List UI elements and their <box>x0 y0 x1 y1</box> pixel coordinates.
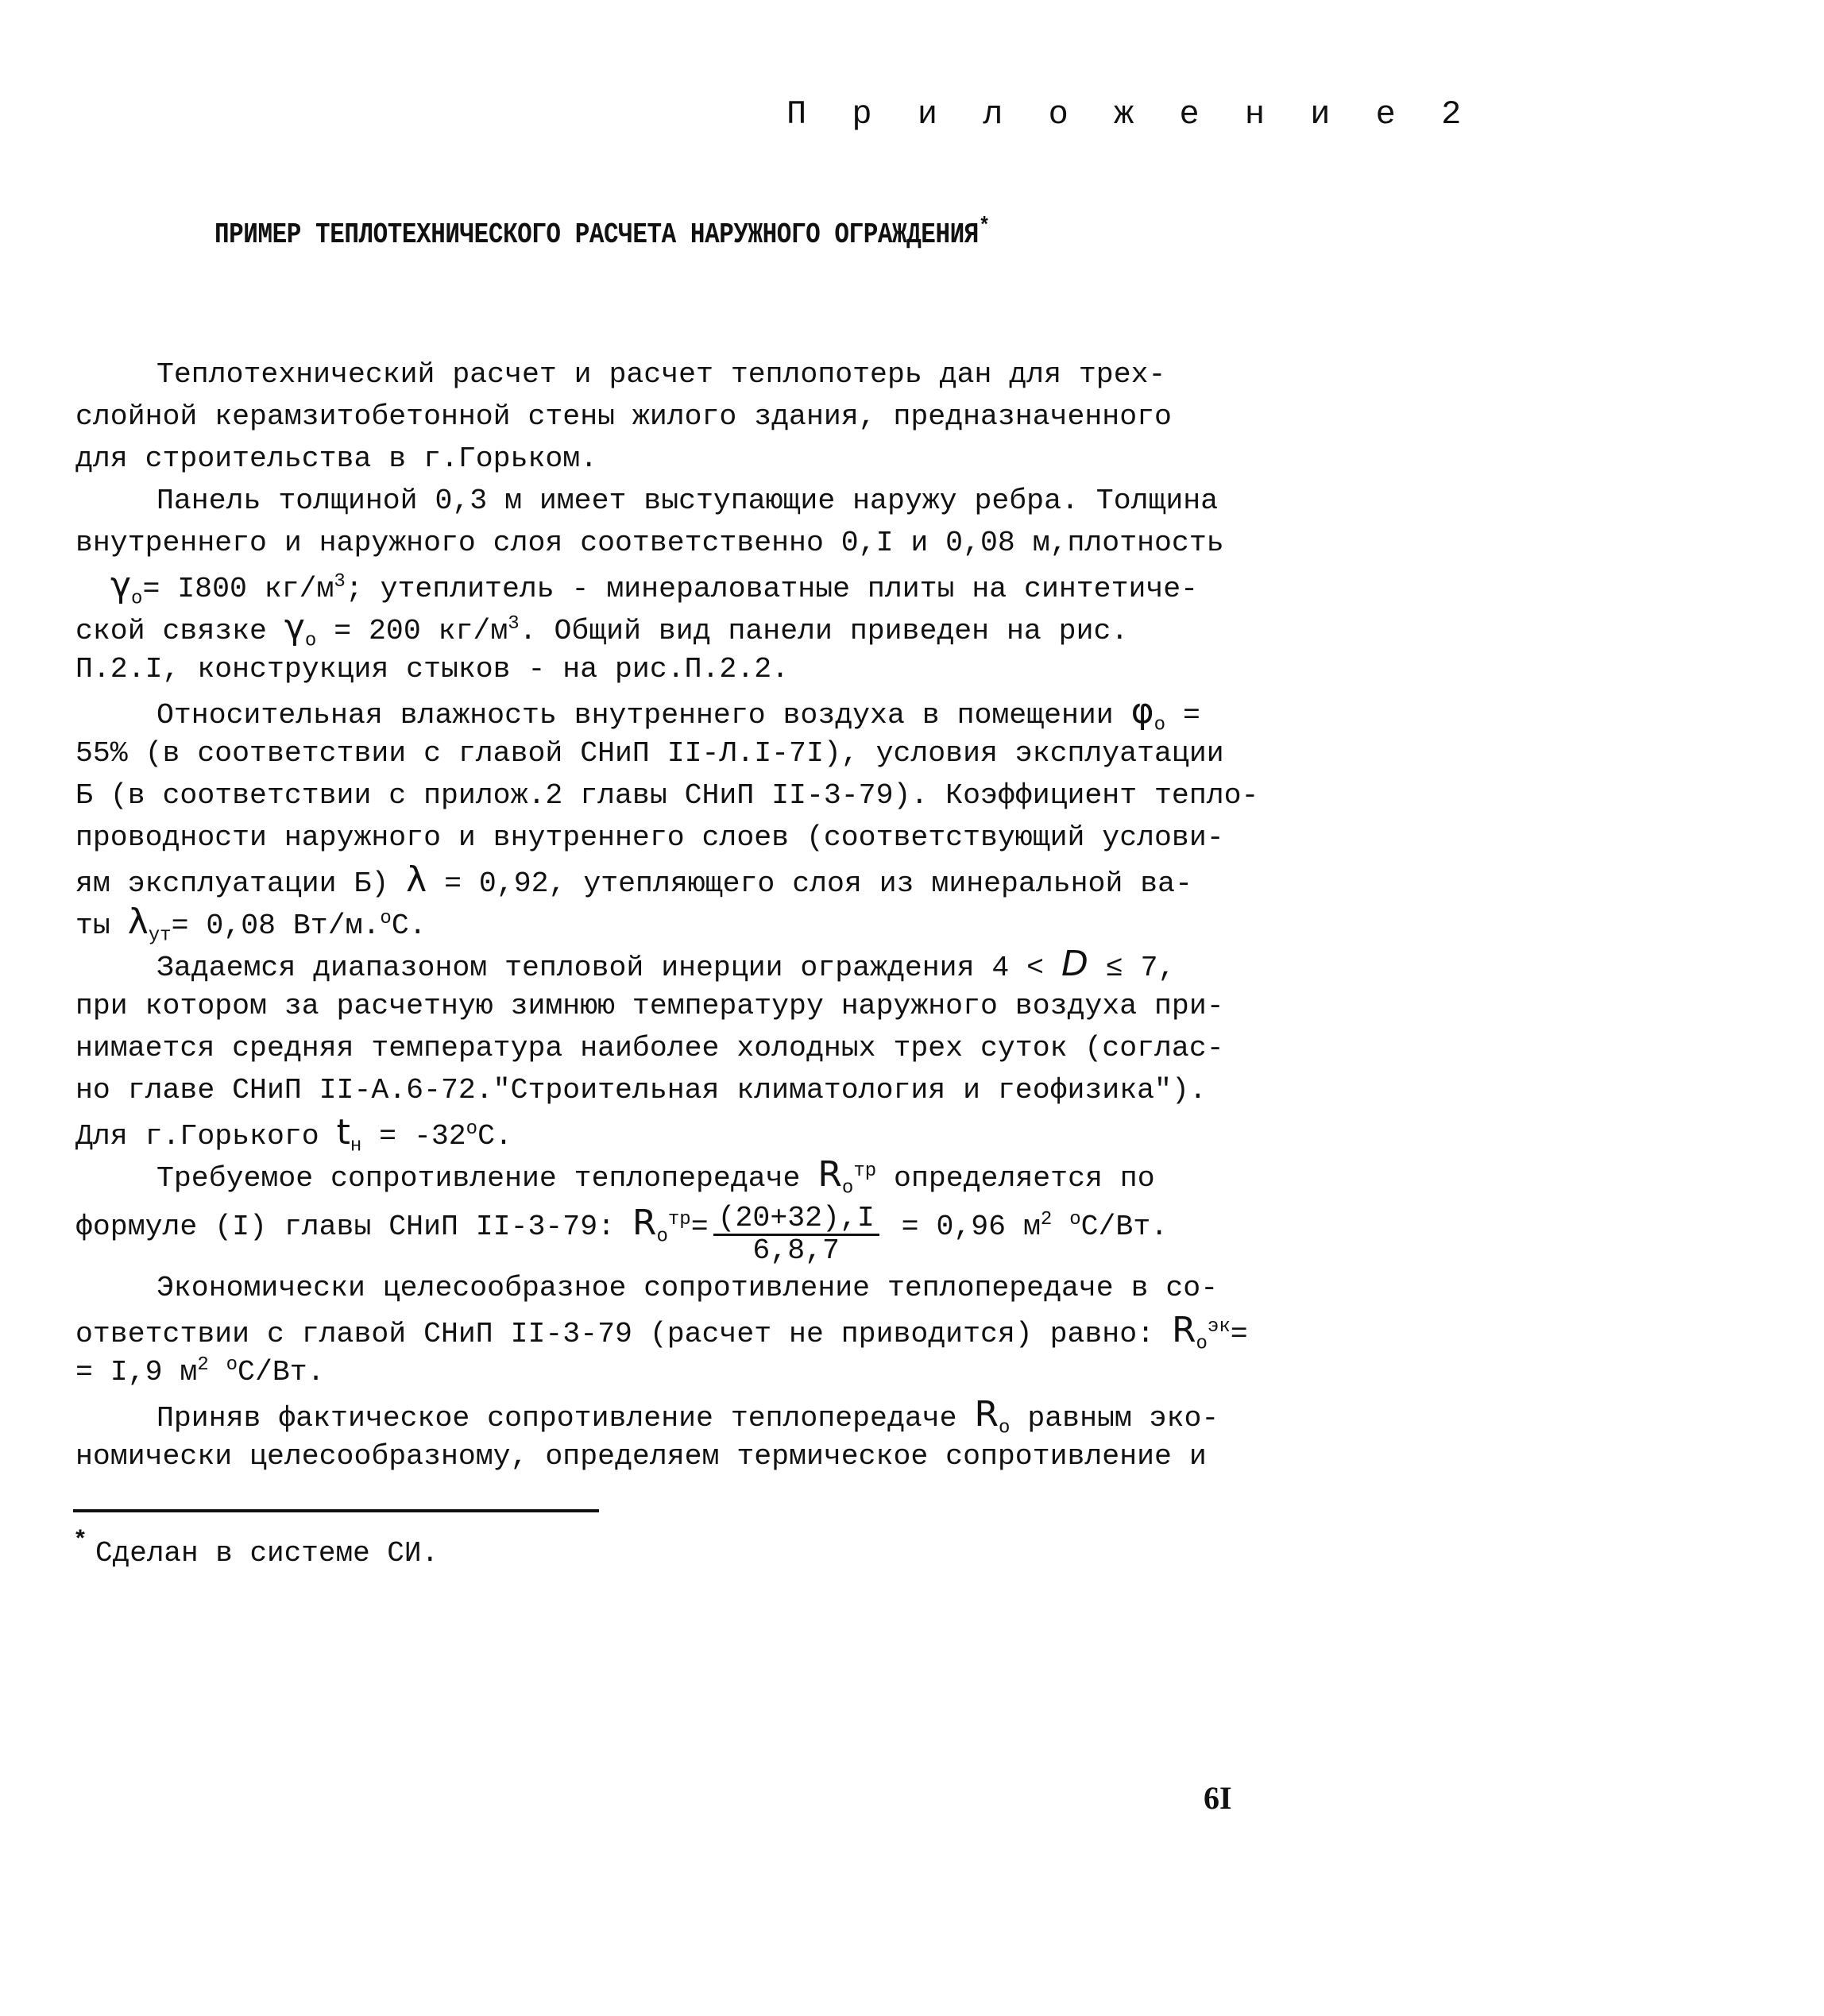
spacer <box>75 1249 1251 1267</box>
p6-l3-b <box>209 1356 226 1388</box>
document-title <box>214 214 990 251</box>
p6-l3-a: = I,9 м <box>75 1356 198 1388</box>
p5-line-1 <box>75 1153 1251 1199</box>
resistance-subscript: o <box>841 1177 854 1199</box>
p7-l1-a: Приняв фактическое сопротивление теплопередаче <box>157 1402 975 1435</box>
p3-line-1 <box>75 690 1251 736</box>
square-mark: 2 <box>1040 1208 1053 1230</box>
p2-l4-c: . Общий вид панели приведен на рис. <box>519 615 1129 647</box>
p4-line-1 <box>75 943 1251 985</box>
gamma-symbol: γ <box>284 607 305 647</box>
resistance-subscript: o <box>999 1417 1011 1439</box>
page-number: 6I <box>1204 1780 1232 1816</box>
p7-l1-b: равным эко- <box>1010 1402 1219 1435</box>
p4-line-3: нимается средняя температура наиболее холодных трех суток (соглас- <box>75 1032 1224 1064</box>
p2-l3-sup: 3 <box>334 570 346 593</box>
footnote-text: Сделан в системе СИ. <box>95 1537 439 1570</box>
resistance-symbol: R <box>974 1394 999 1435</box>
p2-line-1: Панель толщиной 0,3 м имеет выступающие наружу ребра. Толщина <box>157 485 1219 517</box>
p3-l1-a: Относительная влажность внутреннего воздуха в помещении <box>157 699 1131 732</box>
p5-l2-d: С/Вт. <box>1080 1211 1169 1244</box>
p2-l3-b: ; утеплитель - минераловатные плиты на синтетиче- <box>345 573 1199 605</box>
resistance-symbol: R <box>817 1154 842 1195</box>
appendix-label: П р и л о ж е н и е 2 <box>786 95 1474 133</box>
p2-l3-a: = I800 кг/м <box>142 573 334 605</box>
p3-l5-b: = 0,92, утепляющего слоя из минеральной ва- <box>427 867 1192 900</box>
p3-l6-b: = 0,08 Вт/м. <box>171 910 381 942</box>
p1-line-3: для строительства в г.Горьком. <box>75 442 598 475</box>
footnote-mark: * <box>73 1527 88 1554</box>
square-mark: 2 <box>197 1354 209 1376</box>
p4-line-5 <box>75 1111 1251 1157</box>
fraction-numerator: (20+32),I <box>713 1203 879 1236</box>
p4-l5-c: С. <box>477 1120 512 1153</box>
p6-l2-a: ответствии с главой СНиП II-3-79 (расчет не приводится) равно: <box>75 1318 1172 1350</box>
p6-l3-c: С/Вт. <box>238 1356 325 1388</box>
p3-l5-a: ям эксплуатации Б) <box>75 867 407 900</box>
p4-line-4: но главе СНиП II-А.6-72."Строительная климатология и геофизика"). <box>75 1074 1207 1106</box>
body-text <box>75 353 1259 1477</box>
formula-equals: = <box>690 1211 709 1244</box>
degree-mark: o <box>1069 1208 1081 1230</box>
p4-l5-a: Для г.Горького <box>75 1120 337 1153</box>
degree-mark: o <box>380 907 392 929</box>
phi-symbol: φ <box>1130 691 1154 732</box>
p3-l6-c: С. <box>391 910 427 942</box>
resistance-superscript: тр <box>853 1160 877 1182</box>
p3-line-3: Б (в соответствии с прилож.2 главы СНиП II-3-79). Коэффициент тепло- <box>75 779 1259 812</box>
lambda-subscript: ут <box>148 925 172 947</box>
p2-l4-a: ской связке <box>75 615 284 647</box>
resistance-subscript: o <box>1196 1333 1208 1355</box>
resistance-superscript: тр <box>667 1208 691 1230</box>
p4-l1-a: Задаемся диапазоном тепловой инерции ограждения 4 < <box>157 952 1061 984</box>
p3-l1-b: = <box>1165 699 1200 732</box>
p6-line-2 <box>75 1309 1251 1355</box>
p2-l4-b: = 200 кг/м <box>316 615 508 647</box>
fraction-denominator: 6,8,7 <box>752 1234 840 1267</box>
p3-line-2: 55% (в соответствии с главой СНиП II-Л.I-7I), условия эксплуатации <box>75 737 1224 770</box>
p3-l6-a: ты <box>75 910 128 942</box>
p4-l5-b: = -32 <box>361 1120 466 1153</box>
footnote <box>73 1527 439 1570</box>
p5-l1-a: Требуемое сопротивление теплопередаче <box>157 1162 818 1195</box>
p2-line-4 <box>75 606 1251 652</box>
p6-line-3 <box>75 1351 1251 1393</box>
p1-line-2: слойной керамзитобетонной стены жилого здания, предназначенного <box>75 400 1172 433</box>
temperature-subscript: н <box>350 1135 362 1157</box>
gamma-subscript: o <box>131 588 143 610</box>
p5-l1-b: определяется по <box>876 1162 1155 1195</box>
p3-line-6 <box>75 901 1251 947</box>
resistance-subscript: o <box>656 1226 668 1248</box>
p2-line-2: внутреннего и наружного слоя соответственно 0,I и 0,08 м,плотность <box>75 527 1224 559</box>
p2-line-3 <box>75 564 1251 610</box>
p5-l2-c <box>1052 1211 1069 1243</box>
p2-l4-sup: 3 <box>508 612 520 635</box>
footnote-divider <box>73 1509 599 1512</box>
p1-line-1: Теплотехнический расчет и расчет теплопотерь дан для трех- <box>157 358 1166 391</box>
resistance-symbol: R <box>632 1203 657 1244</box>
p4-line-2: при котором за расчетную зимнюю температуру наружного воздуха при- <box>75 990 1224 1022</box>
gamma-subscript: o <box>304 630 317 652</box>
title-text: ПРИМЕР ТЕПЛОТЕХНИЧЕСКОГО РАСЧЕТА НАРУЖНОГО ОГРАЖДЕНИЯ <box>214 218 979 251</box>
degree-mark: o <box>226 1354 238 1376</box>
temperature-symbol: t <box>336 1112 350 1153</box>
p5-formula-line <box>75 1195 1251 1267</box>
p7-line-1 <box>75 1393 1251 1439</box>
formula-fraction <box>713 1203 879 1266</box>
phi-subscript: o <box>1154 714 1166 736</box>
lambda-symbol: λ <box>406 859 427 900</box>
gamma-symbol: γ <box>110 565 132 605</box>
p2-line-5: П.2.I, конструкция стыков - на рис.П.2.2. <box>75 653 790 686</box>
p7-line-2: номически целесообразному, определяем термическое сопротивление и <box>75 1440 1207 1473</box>
p3-line-5 <box>75 859 1251 901</box>
title-footnote-mark: * <box>978 214 990 239</box>
inertia-symbol: D <box>1061 944 1088 984</box>
resistance-superscript: эк <box>1207 1315 1231 1338</box>
p6-l2-b: = <box>1230 1318 1248 1350</box>
resistance-symbol: R <box>1171 1310 1196 1350</box>
degree-mark: o <box>466 1118 478 1140</box>
p3-line-4: проводности наружного и внутреннего слоев (соответствующий услови- <box>75 821 1224 854</box>
p5-l2-a: формуле (I) главы СНиП II-3-79: <box>75 1211 632 1244</box>
p4-l1-b: ≤ 7, <box>1088 952 1176 984</box>
p5-l2-b: = 0,96 м <box>883 1211 1041 1244</box>
lambda-symbol: λ <box>127 902 149 942</box>
p6-line-1: Экономически целесообразное сопротивление теплопередаче в со- <box>157 1272 1219 1304</box>
